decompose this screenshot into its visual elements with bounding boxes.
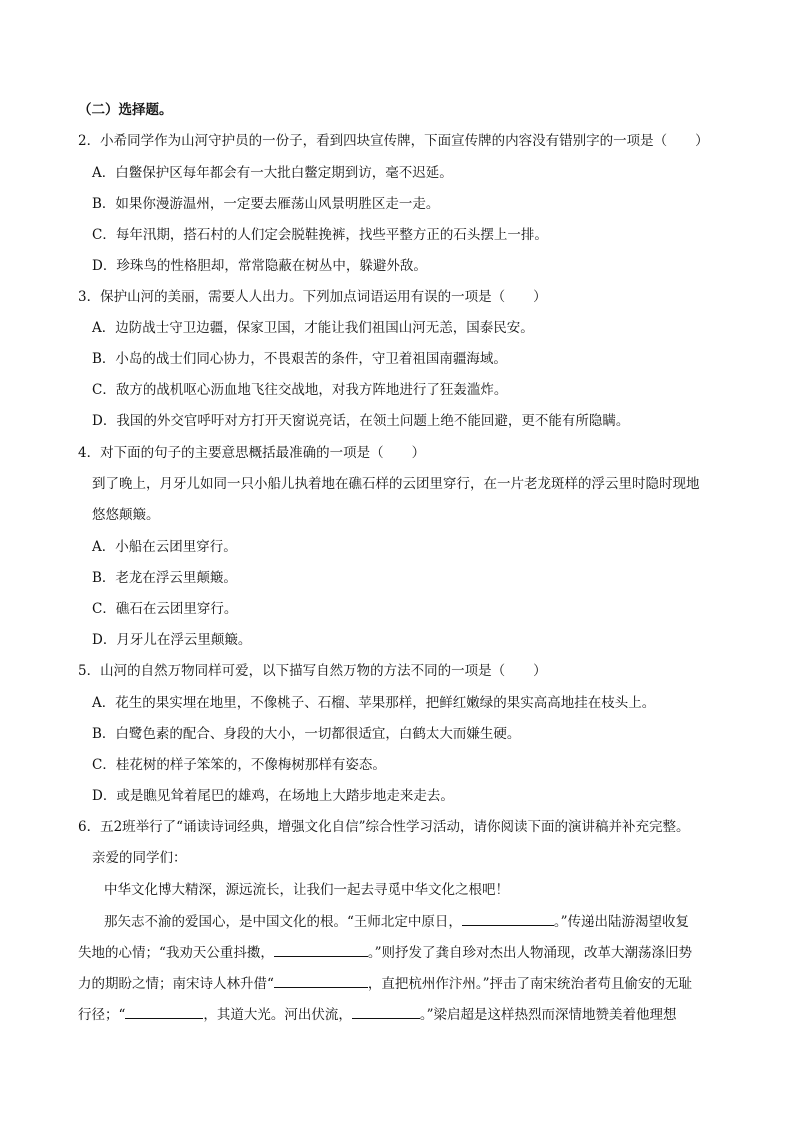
text-segment: 。”梁启超是这样热烈而深情地赞美着他理想	[419, 1007, 677, 1023]
question-6-stem: 6．五2班举行了“诵读诗词经典，增强文化自信”综合性学习活动，请你阅读下面的演讲稿并补充完整。	[78, 819, 690, 835]
question-6-line-1	[104, 911, 689, 932]
question-3-stem	[78, 287, 547, 307]
fill-blank-3[interactable]	[274, 973, 368, 988]
question-6-greeting: 亲爱的同学们：	[92, 850, 187, 866]
text-segment: 那矢志不渝的爱国心，是中国文化的根。“王师北定中原日，	[104, 914, 462, 930]
question-5-option-a: A．花生的果实埋在地里，不像桃子、石榴、苹果那样，把鲜红嫩绿的果实高高地挂在枝头上。	[92, 695, 656, 711]
question-5-option-c: C．桂花树的样子笨笨的，不像梅树那样有姿态。	[92, 757, 386, 773]
question-4-option-d: D．月牙儿在浮云里颠簸。	[92, 632, 252, 648]
text-segment: 行径；“	[78, 1007, 126, 1023]
question-2-option-d: D．珍珠鸟的性格胆却，常常隐蔽在树丛中，躲避外敌。	[92, 258, 427, 274]
fill-blank-4[interactable]	[125, 1004, 203, 1019]
text-segment: ，直把杭州作汴州。”抨击了南宋统治者苟且偷安的无耻	[367, 976, 693, 992]
question-3-option-d: D．我国的外交官呼吁对方打开天窗说亮话，在领土问题上绝不能回避，更不能有所隐瞒。	[92, 413, 630, 429]
question-5-option-b: B．白鹭色素的配合、身段的大小，一切都很适宜，白鹤太大而嫌生硬。	[92, 726, 521, 742]
paren-close: ）	[411, 445, 426, 461]
question-2-text: 2．小希同学作为山河守护员的一份子，看到四块宣传牌，下面宣传牌的内容没有错别字的一项是（	[78, 133, 668, 149]
question-2-option-c: C．每年汛期，搭石村的人们定会脱鞋挽裤，找些平整方正的石头摆上一排。	[92, 227, 548, 243]
question-4-quote-line-1: 到了晚上，月牙儿如同一只小船儿执着地在礁石样的云团里穿行，在一片老龙斑样的浮云里时隐时现地	[92, 476, 700, 492]
text-segment: ，其道大光。河出伏流，	[203, 1007, 352, 1023]
question-4-text: 4．对下面的句子的主要意思概括最准确的一项是（	[78, 445, 384, 461]
text-segment: 力的期盼之情；南宋诗人林升借“	[78, 976, 274, 992]
question-5-text: 5．山河的自然万物同样可爱，以下描写自然万物的方法不同的一项是（	[78, 663, 506, 679]
text-segment: 。”传递出陆游渴望收复	[553, 914, 690, 930]
question-4-option-c: C．礁石在云团里穿行。	[92, 601, 238, 617]
question-6-line-4	[78, 1004, 677, 1025]
fill-blank-2[interactable]	[274, 942, 368, 957]
text-segment: 。”则抒发了龚自珍对杰出人物涌现，改革大潮荡涤旧势	[367, 945, 693, 961]
question-4-stem	[78, 443, 425, 463]
paren-close: ）	[533, 663, 547, 679]
paren-close: ）	[695, 133, 709, 149]
question-4-option-b: B．老龙在浮云里颠簸。	[92, 570, 237, 586]
text-segment: 失地的心情；“我劝天公重抖擞，	[78, 945, 274, 961]
question-4-quote-line-2: 悠悠颠簸。	[92, 507, 160, 523]
question-5-stem	[78, 661, 547, 681]
question-6-line-2	[78, 942, 692, 963]
question-3-text: 3．保护山河的美丽，需要人人出力。下列加点词语运用有误的一项是（	[78, 289, 506, 305]
question-6-paragraph-1: 中华文化博大精深，源远流长，让我们一起去寻觅中华文化之根吧！	[104, 882, 509, 898]
question-6-line-3	[78, 973, 692, 994]
question-4-option-a: A．小船在云团里穿行。	[92, 539, 237, 555]
fill-blank-5[interactable]	[352, 1004, 420, 1019]
question-5-option-d: D．或是瞧见耸着尾巴的雄鸡，在场地上大踏步地走来走去。	[92, 788, 454, 804]
question-2-option-b: B．如果你漫游温州，一定要去雁荡山风景明胜区走一走。	[92, 196, 440, 212]
question-3-option-b: B．小岛的战士们同心协力，不畏艰苦的条件，守卫着祖国南疆海域。	[92, 351, 507, 367]
fill-blank-1[interactable]	[462, 911, 554, 926]
question-3-option-c: C．敌方的战机呕心沥血地飞往交战地，对我方阵地进行了狂轰滥炸。	[92, 382, 508, 398]
question-2-stem	[78, 131, 709, 151]
paren-close: ）	[533, 289, 547, 305]
question-3-option-a: A．边防战士守卫边疆，保家卫国，才能让我们祖国山河无恙，国泰民安。	[92, 320, 534, 336]
question-2-option-a: A．白鳖保护区每年都会有一大批白鳖定期到访，毫不迟延。	[92, 165, 453, 181]
section-title: （二）选择题。	[78, 102, 173, 118]
